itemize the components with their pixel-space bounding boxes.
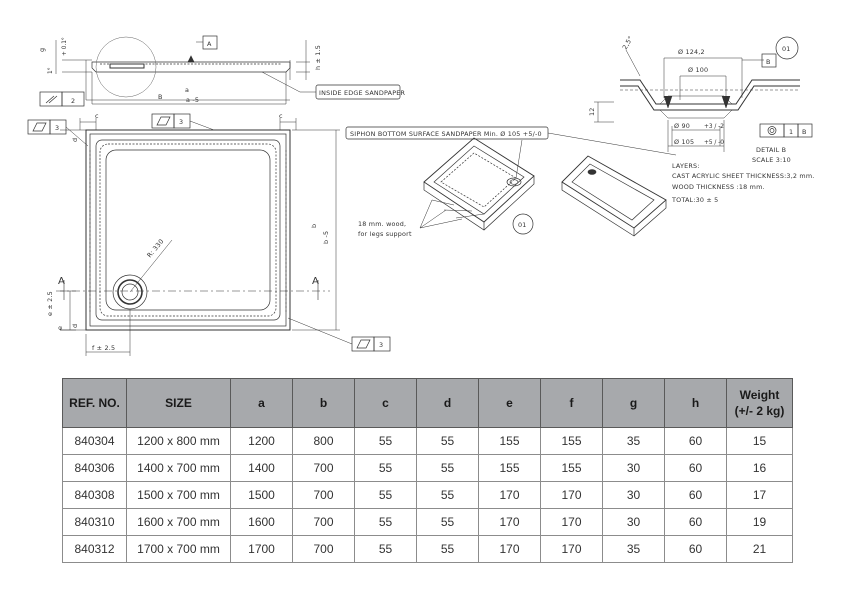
dim-one-degree: 1° — [48, 67, 54, 74]
section-a-label: A — [207, 40, 212, 48]
dim-g-tolerance: + 0.1° — [62, 37, 68, 56]
dimensions-table — [62, 378, 793, 563]
flatness-bottom-value: 3 — [379, 341, 384, 349]
radius-label: R: 330 — [145, 237, 166, 260]
dim-b-right-minus5: b -5 — [322, 230, 330, 244]
cell-g: 35 — [603, 536, 665, 563]
table-row — [63, 455, 793, 482]
cell-weight: 19 — [727, 509, 793, 536]
cell-h: 60 — [665, 428, 727, 455]
header-f: f — [541, 379, 603, 428]
cell-b: 800 — [293, 428, 355, 455]
flatness-top-value: 3 — [179, 118, 184, 126]
cell-g: 30 — [603, 455, 665, 482]
cell-d: 55 — [417, 482, 479, 509]
cell-weight: 21 — [727, 536, 793, 563]
cell-a: 1600 — [231, 509, 293, 536]
dim-b-letter: B — [158, 93, 163, 101]
layers-line3: TOTAL:30 ± 5 — [672, 196, 719, 204]
cell-f: 170 — [541, 536, 603, 563]
layers-line2: WOOD THICKNESS :18 mm. — [672, 183, 765, 191]
datum-b: B — [802, 128, 807, 136]
cell-f: 155 — [541, 428, 603, 455]
wood-note-line2: for legs support — [358, 230, 412, 238]
dim-e-tolerance: e ± 2.5 — [46, 291, 54, 316]
section-marker-right: A — [312, 276, 319, 287]
header-d: d — [417, 379, 479, 428]
cell-c: 55 — [355, 482, 417, 509]
section-marker-left: A — [58, 276, 65, 287]
cell-e: 155 — [479, 455, 541, 482]
dim-c-left: c — [95, 112, 99, 120]
header-g: g — [603, 379, 665, 428]
cell-c: 55 — [355, 536, 417, 563]
isometric-view-right — [562, 156, 666, 236]
cell-d: 55 — [417, 455, 479, 482]
cell-f: 170 — [541, 509, 603, 536]
cell-ref: 840310 — [63, 509, 127, 536]
wood-note-line1: 18 mm. wood, — [358, 220, 407, 228]
cell-g: 35 — [603, 428, 665, 455]
cell-size: 1700 x 700 mm — [127, 536, 231, 563]
cell-b: 700 — [293, 482, 355, 509]
siphon-note: SIPHON BOTTOM SURFACE SANDPAPER Min. Ø 105 +5/-0 — [350, 130, 542, 138]
table-row — [63, 509, 793, 536]
dim-angle: 2,5° — [620, 34, 635, 51]
table-row — [63, 536, 793, 563]
cell-h: 60 — [665, 482, 727, 509]
datum-box — [760, 124, 784, 137]
cell-e: 170 — [479, 536, 541, 563]
cell-ref: 840312 — [63, 536, 127, 563]
cell-b: 700 — [293, 509, 355, 536]
dim-e-letter: e — [56, 325, 64, 330]
cell-h: 60 — [665, 509, 727, 536]
detail-ref-left: 01 — [518, 221, 527, 229]
cell-size: 1200 x 800 mm — [127, 428, 231, 455]
cell-b: 700 — [293, 455, 355, 482]
cell-d: 55 — [417, 509, 479, 536]
dim-d90: Ø 90 — [674, 122, 690, 130]
dim-d-top: d — [71, 137, 79, 142]
dim-d90-tolerance: +3 / -2 — [704, 124, 724, 130]
cell-g: 30 — [603, 482, 665, 509]
header-ref-no: REF. NO. — [63, 379, 127, 428]
cell-weight: 15 — [727, 428, 793, 455]
cell-f: 155 — [541, 455, 603, 482]
cell-d: 55 — [417, 428, 479, 455]
header-e: e — [479, 379, 541, 428]
header-a: a — [231, 379, 293, 428]
dim-d105-tolerance: +5 / -0 — [704, 140, 724, 146]
parallel-value: 2 — [71, 97, 76, 105]
table-header-row — [63, 379, 793, 428]
header-weight: Weight (+/- 2 kg) — [727, 379, 793, 428]
header-h: h — [665, 379, 727, 428]
cell-size: 1600 x 700 mm — [127, 509, 231, 536]
cell-a: 1200 — [231, 428, 293, 455]
cell-d: 55 — [417, 536, 479, 563]
header-size: SIZE — [127, 379, 231, 428]
dim-g: g — [38, 47, 46, 52]
table-row — [63, 428, 793, 455]
cell-ref: 840308 — [63, 482, 127, 509]
cell-weight: 16 — [727, 455, 793, 482]
header-c: c — [355, 379, 417, 428]
dim-height-12: 12 — [588, 107, 596, 116]
dim-a-minus5: a -5 — [186, 96, 200, 104]
cell-a: 1500 — [231, 482, 293, 509]
cell-a: 1400 — [231, 455, 293, 482]
cell-f: 170 — [541, 482, 603, 509]
cell-a: 1700 — [231, 536, 293, 563]
cell-h: 60 — [665, 536, 727, 563]
flatness-box-bottom — [352, 337, 374, 351]
cell-e: 170 — [479, 509, 541, 536]
detail-b-box-label: B — [766, 58, 771, 66]
detail-b-scale: SCALE 3:10 — [752, 156, 791, 164]
cell-b: 700 — [293, 536, 355, 563]
cell-ref: 840304 — [63, 428, 127, 455]
dim-d-left: d — [71, 323, 79, 328]
flatness-box-left — [28, 120, 50, 134]
dim-b-right: b — [310, 223, 318, 228]
cell-size: 1400 x 700 mm — [127, 455, 231, 482]
inside-edge-note: INSIDE EDGE SANDPAPER — [319, 89, 406, 97]
flatness-left-value: 3 — [55, 124, 60, 132]
cell-ref: 840306 — [63, 455, 127, 482]
detail-ref-right: 01 — [782, 45, 791, 53]
cell-size: 1500 x 700 mm — [127, 482, 231, 509]
cell-c: 55 — [355, 509, 417, 536]
layers-line1: CAST ACRYLIC SHEET THICKNESS:3,2 mm. — [672, 172, 815, 180]
dim-a-letter: a — [185, 86, 190, 94]
header-b: b — [293, 379, 355, 428]
layers-title: LAYERS: — [672, 162, 700, 170]
datum-one: 1 — [789, 128, 794, 136]
dim-h: h ± 1.5 — [314, 44, 322, 70]
dim-d105: Ø 105 — [674, 138, 695, 146]
dim-d124: Ø 124,2 — [678, 48, 705, 56]
dim-f-tolerance: f ± 2.5 — [92, 344, 116, 352]
cell-c: 55 — [355, 455, 417, 482]
cell-e: 170 — [479, 482, 541, 509]
cell-c: 55 — [355, 428, 417, 455]
cell-h: 60 — [665, 455, 727, 482]
cell-e: 155 — [479, 428, 541, 455]
dim-c-right: c — [279, 112, 283, 120]
cell-g: 30 — [603, 509, 665, 536]
flatness-box-top — [152, 114, 174, 128]
dim-d100: Ø 100 — [688, 66, 709, 74]
cell-weight: 17 — [727, 482, 793, 509]
plan-view — [56, 130, 330, 330]
table-row — [63, 482, 793, 509]
detail-b-title: DETAIL B — [756, 146, 787, 154]
